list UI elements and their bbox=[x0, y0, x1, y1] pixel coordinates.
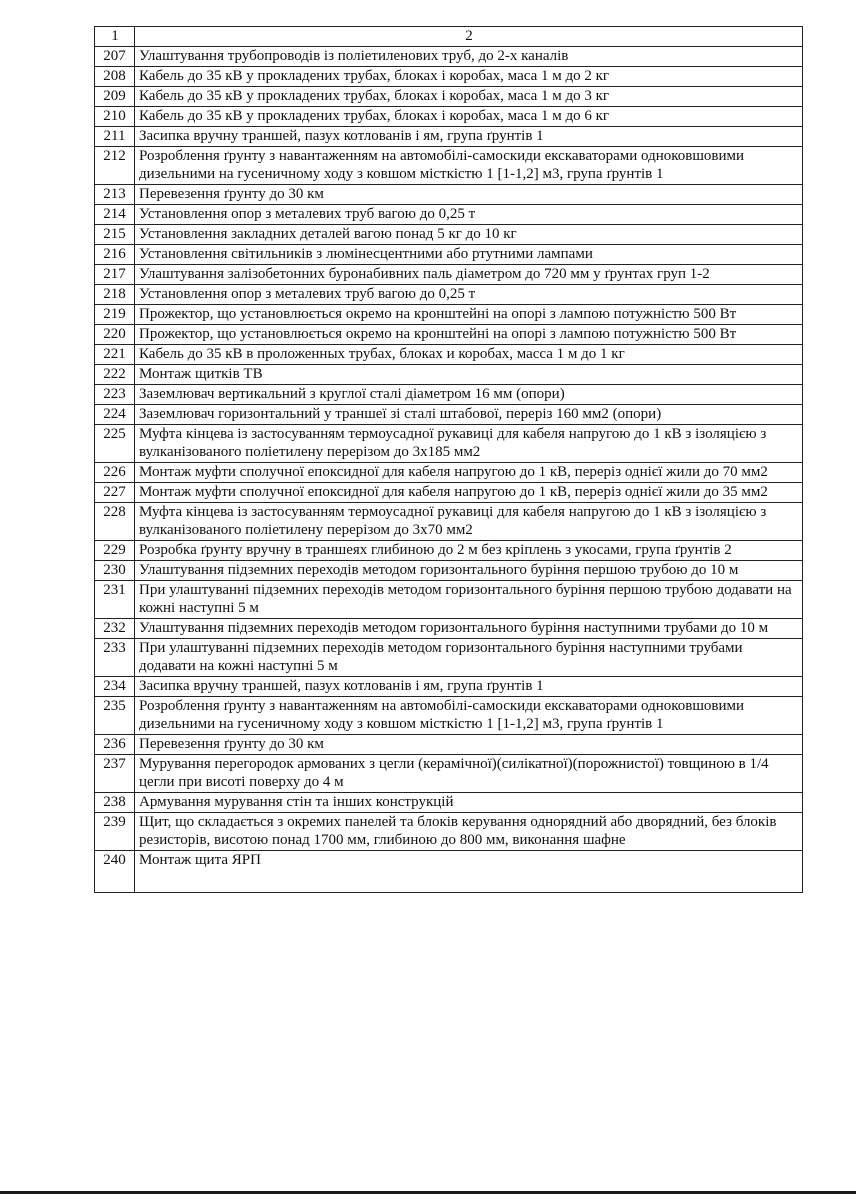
row-description: Засипка вручну траншей, пазух котлованів і ям, група ґрунтів 1 bbox=[135, 677, 803, 697]
table-row bbox=[95, 385, 803, 405]
table-row bbox=[95, 325, 803, 345]
row-description: Перевезення ґрунту до 30 км bbox=[135, 735, 803, 755]
row-description: Перевезення ґрунту до 30 км bbox=[135, 185, 803, 205]
row-number: 213 bbox=[95, 185, 135, 205]
row-number: 236 bbox=[95, 735, 135, 755]
table-row bbox=[95, 755, 803, 793]
table-row bbox=[95, 851, 803, 893]
row-description: Прожектор, що установлюється окремо на кронштейні на опорі з лампою потужністю 500 Вт bbox=[135, 305, 803, 325]
table-row bbox=[95, 483, 803, 503]
bottom-scan-rule bbox=[0, 1191, 856, 1194]
row-description: Кабель до 35 кВ у прокладених трубах, блоках і коробах, маса 1 м до 6 кг bbox=[135, 107, 803, 127]
row-number: 225 bbox=[95, 425, 135, 463]
row-description: Установлення світильників з люмінесцентними або ртутними лампами bbox=[135, 245, 803, 265]
row-number: 207 bbox=[95, 47, 135, 67]
row-number: 217 bbox=[95, 265, 135, 285]
row-number: 235 bbox=[95, 697, 135, 735]
row-number: 209 bbox=[95, 87, 135, 107]
row-description: Кабель до 35 кВ в проложенных трубах, блоках и коробах, масса 1 м до 1 кг bbox=[135, 345, 803, 365]
row-description: Розробка ґрунту вручну в траншеях глибиною до 2 м без кріплень з укосами, група ґрунтів 2 bbox=[135, 541, 803, 561]
table-row bbox=[95, 345, 803, 365]
row-number: 221 bbox=[95, 345, 135, 365]
table-row bbox=[95, 793, 803, 813]
table-row bbox=[95, 463, 803, 483]
table-row bbox=[95, 265, 803, 285]
header-col-2: 2 bbox=[135, 27, 803, 47]
table-row bbox=[95, 225, 803, 245]
row-description: Монтаж щита ЯРП bbox=[135, 851, 803, 893]
row-number: 216 bbox=[95, 245, 135, 265]
table-row bbox=[95, 425, 803, 463]
table-row bbox=[95, 47, 803, 67]
row-number: 215 bbox=[95, 225, 135, 245]
table-row bbox=[95, 503, 803, 541]
table-row bbox=[95, 813, 803, 851]
row-number: 220 bbox=[95, 325, 135, 345]
table-row bbox=[95, 245, 803, 265]
row-description: Улаштування трубопроводів із поліетиленових труб, до 2-х каналів bbox=[135, 47, 803, 67]
table-row bbox=[95, 561, 803, 581]
row-number: 229 bbox=[95, 541, 135, 561]
row-description: Прожектор, що установлюється окремо на кронштейні на опорі з лампою потужністю 500 Вт bbox=[135, 325, 803, 345]
table-row bbox=[95, 127, 803, 147]
row-number: 219 bbox=[95, 305, 135, 325]
table-row bbox=[95, 285, 803, 305]
row-description: Щит, що складається з окремих панелей та блоків керування однорядний або дворядний, без блоків резисторів, висотою понад 1700 мм, глибиною до 800 мм, виконання шафне bbox=[135, 813, 803, 851]
row-description: При улаштуванні підземних переходів методом горизонтального буріння наступними трубами додавати на кожні наступні 5 м bbox=[135, 639, 803, 677]
table-row bbox=[95, 365, 803, 385]
table-row bbox=[95, 581, 803, 619]
row-number: 208 bbox=[95, 67, 135, 87]
table-row bbox=[95, 147, 803, 185]
work-items-table bbox=[94, 26, 803, 893]
row-number: 227 bbox=[95, 483, 135, 503]
row-number: 239 bbox=[95, 813, 135, 851]
row-description: Монтаж щитків ТВ bbox=[135, 365, 803, 385]
table-row bbox=[95, 205, 803, 225]
table-row bbox=[95, 619, 803, 639]
table-header-row bbox=[95, 27, 803, 47]
row-description: Заземлювач горизонтальний у траншеї зі сталі штабової, переріз 160 мм2 (опори) bbox=[135, 405, 803, 425]
row-number: 212 bbox=[95, 147, 135, 185]
row-description: Розроблення ґрунту з навантаженням на автомобілі-самоскиди екскаваторами одноковшовими дизельними на гусеничному ходу з ковшом місткістю 1 [1-1,2] м3, група ґрунтів 1 bbox=[135, 697, 803, 735]
table-row bbox=[95, 305, 803, 325]
row-description: Монтаж муфти сполучної епоксидної для кабеля напругою до 1 кВ, переріз однієї жили до 70 мм2 bbox=[135, 463, 803, 483]
row-description: Улаштування підземних переходів методом горизонтального буріння наступними трубами до 10 м bbox=[135, 619, 803, 639]
table-row bbox=[95, 67, 803, 87]
row-description: Мурування перегородок армованих з цегли (керамічної)(силікатної)(порожнистої) товщиною в 1/4 цегли при висоті поверху до 4 м bbox=[135, 755, 803, 793]
row-description: Монтаж муфти сполучної епоксидної для кабеля напругою до 1 кВ, переріз однієї жили до 35 мм2 bbox=[135, 483, 803, 503]
row-number: 210 bbox=[95, 107, 135, 127]
row-number: 230 bbox=[95, 561, 135, 581]
row-description: Установлення опор з металевих труб вагою до 0,25 т bbox=[135, 285, 803, 305]
table-body bbox=[95, 47, 803, 893]
table-row bbox=[95, 677, 803, 697]
row-number: 214 bbox=[95, 205, 135, 225]
row-number: 226 bbox=[95, 463, 135, 483]
row-description: Муфта кінцева із застосуванням термоусадної рукавиці для кабеля напругою до 1 кВ з ізоляцією з вулканізованого поліетилену перерізом до 3х70 мм2 bbox=[135, 503, 803, 541]
table-row bbox=[95, 87, 803, 107]
header-col-1: 1 bbox=[95, 27, 135, 47]
table-row bbox=[95, 107, 803, 127]
row-number: 232 bbox=[95, 619, 135, 639]
row-number: 231 bbox=[95, 581, 135, 619]
row-description: Армування мурування стін та інших конструкцій bbox=[135, 793, 803, 813]
row-description: Муфта кінцева із застосуванням термоусадної рукавиці для кабеля напругою до 1 кВ з ізоляцією з вулканізованого поліетилену перерізом до 3х185 мм2 bbox=[135, 425, 803, 463]
row-number: 224 bbox=[95, 405, 135, 425]
row-number: 237 bbox=[95, 755, 135, 793]
table-row bbox=[95, 639, 803, 677]
row-number: 223 bbox=[95, 385, 135, 405]
row-number: 228 bbox=[95, 503, 135, 541]
row-number: 233 bbox=[95, 639, 135, 677]
table-row bbox=[95, 697, 803, 735]
row-description: Кабель до 35 кВ у прокладених трубах, блоках і коробах, маса 1 м до 3 кг bbox=[135, 87, 803, 107]
table-row bbox=[95, 185, 803, 205]
row-number: 218 bbox=[95, 285, 135, 305]
row-description: Улаштування залізобетонних буронабивних паль діаметром до 720 мм у ґрунтах груп 1-2 bbox=[135, 265, 803, 285]
row-number: 222 bbox=[95, 365, 135, 385]
row-description: Установлення опор з металевих труб вагою до 0,25 т bbox=[135, 205, 803, 225]
table-row bbox=[95, 541, 803, 561]
row-description: Улаштування підземних переходів методом горизонтального буріння першою трубою до 10 м bbox=[135, 561, 803, 581]
row-number: 234 bbox=[95, 677, 135, 697]
row-number: 238 bbox=[95, 793, 135, 813]
table-row bbox=[95, 405, 803, 425]
row-description: Заземлювач вертикальний з круглої сталі діаметром 16 мм (опори) bbox=[135, 385, 803, 405]
row-description: При улаштуванні підземних переходів методом горизонтального буріння першою трубою додавати на кожні наступні 5 м bbox=[135, 581, 803, 619]
row-description: Засипка вручну траншей, пазух котлованів і ям, група ґрунтів 1 bbox=[135, 127, 803, 147]
row-description: Розроблення ґрунту з навантаженням на автомобілі-самоскиди екскаваторами одноковшовими дизельними на гусеничному ходу з ковшом місткістю 1 [1-1,2] м3, група ґрунтів 1 bbox=[135, 147, 803, 185]
row-number: 211 bbox=[95, 127, 135, 147]
table-row bbox=[95, 735, 803, 755]
row-description: Кабель до 35 кВ у прокладених трубах, блоках і коробах, маса 1 м до 2 кг bbox=[135, 67, 803, 87]
row-number: 240 bbox=[95, 851, 135, 893]
row-description: Установлення закладних деталей вагою понад 5 кг до 10 кг bbox=[135, 225, 803, 245]
